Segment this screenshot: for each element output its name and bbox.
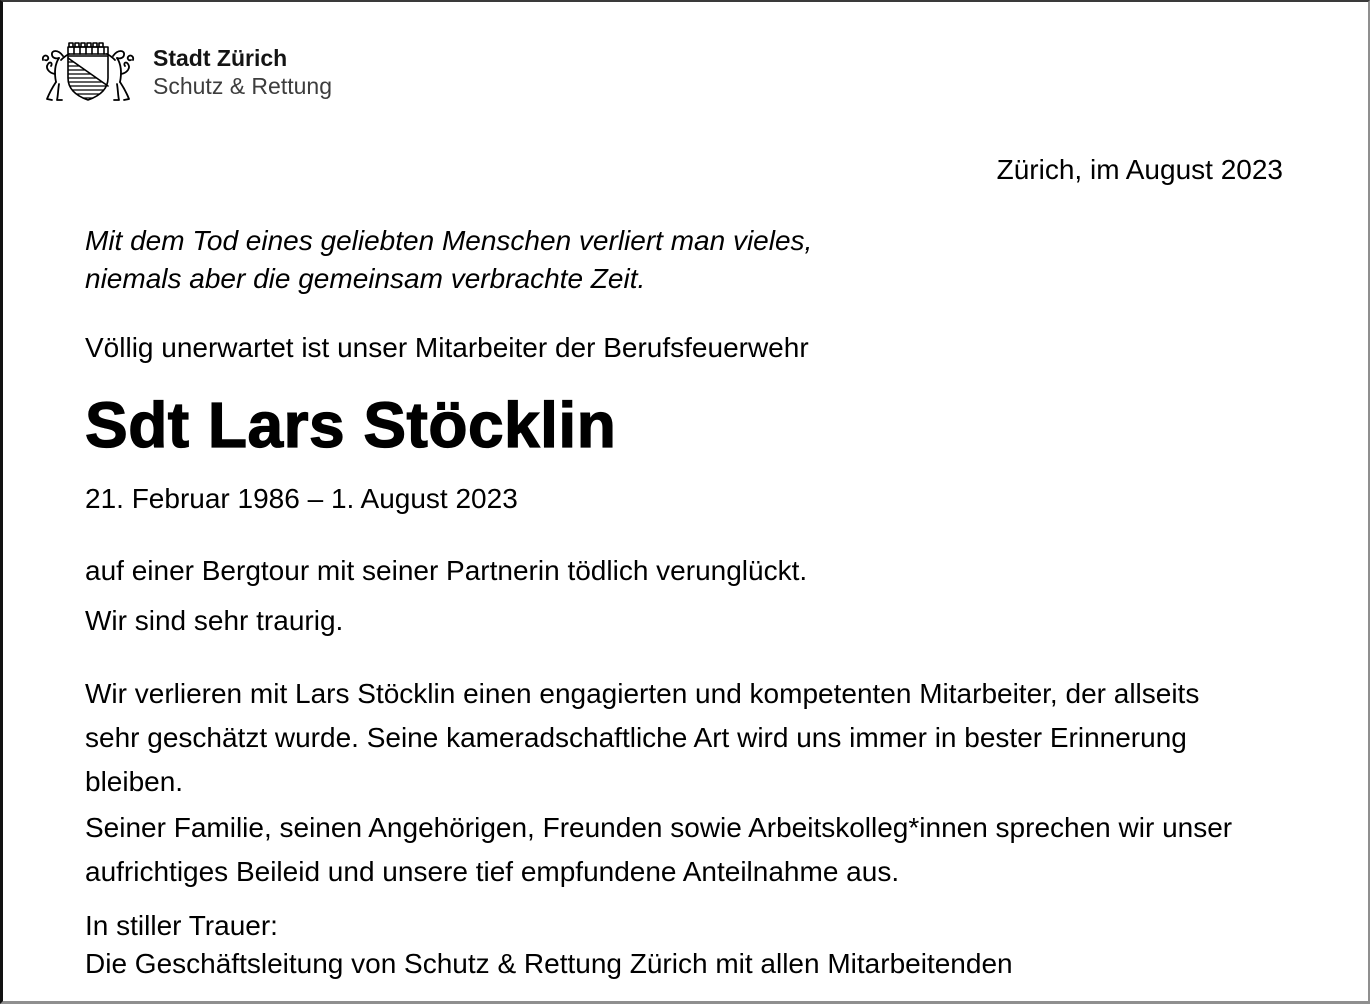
header-logo [41,38,332,108]
logo-text [153,44,332,100]
condolence-line: aufrichtiges Beileid und unsere tief empfundene Anteilnahme aus. [85,856,900,887]
quote-line: niemals aber die gemeinsam verbrachte Zeit. [85,263,646,294]
tribute-line: sehr geschätzt wurde. Seine kameradschaftliche Art wird uns immer in bester Erinnerung [85,722,1187,753]
tribute-line: Wir verlieren mit Lars Stöcklin einen engagierten und kompetenten Mitarbeiter, der allseits [85,678,1200,709]
closing-label: In stiller Trauer: [85,910,278,941]
circumstance-text: auf einer Bergtour mit seiner Partnerin tödlich verunglückt. [85,555,808,586]
tribute-paragraph [85,672,1283,804]
org-unit: Schutz & Rettung [153,73,332,99]
sorrow-text: Wir sind sehr traurig. [85,605,344,636]
quote-line: Mit dem Tod eines geliebten Menschen verliert man vieles, [85,225,813,256]
closing-signature: Die Geschäftsleitung von Schutz & Rettung Zürich mit allen Mitarbeitenden [85,948,1013,979]
memorial-quote [85,222,1283,298]
tribute-line: bleiben. [85,766,184,797]
org-name: Stadt Zürich [153,45,288,71]
condolence-line: Seiner Familie, seinen Angehörigen, Freunden sowie Arbeitskolleg*innen sprechen wir unser [85,812,1233,843]
life-dates: 21. Februar 1986 – 1. August 2023 [85,483,518,514]
dateline: Zürich, im August 2023 [996,154,1283,185]
closing-block [85,907,1283,983]
condolence-paragraph [85,806,1283,894]
deceased-name: Sdt Lars Stöcklin [85,389,617,461]
intro-text: Völlig unerwartet ist unser Mitarbeiter der Berufsfeuerwehr [85,332,809,363]
zurich-coat-of-arms-icon [41,38,135,108]
